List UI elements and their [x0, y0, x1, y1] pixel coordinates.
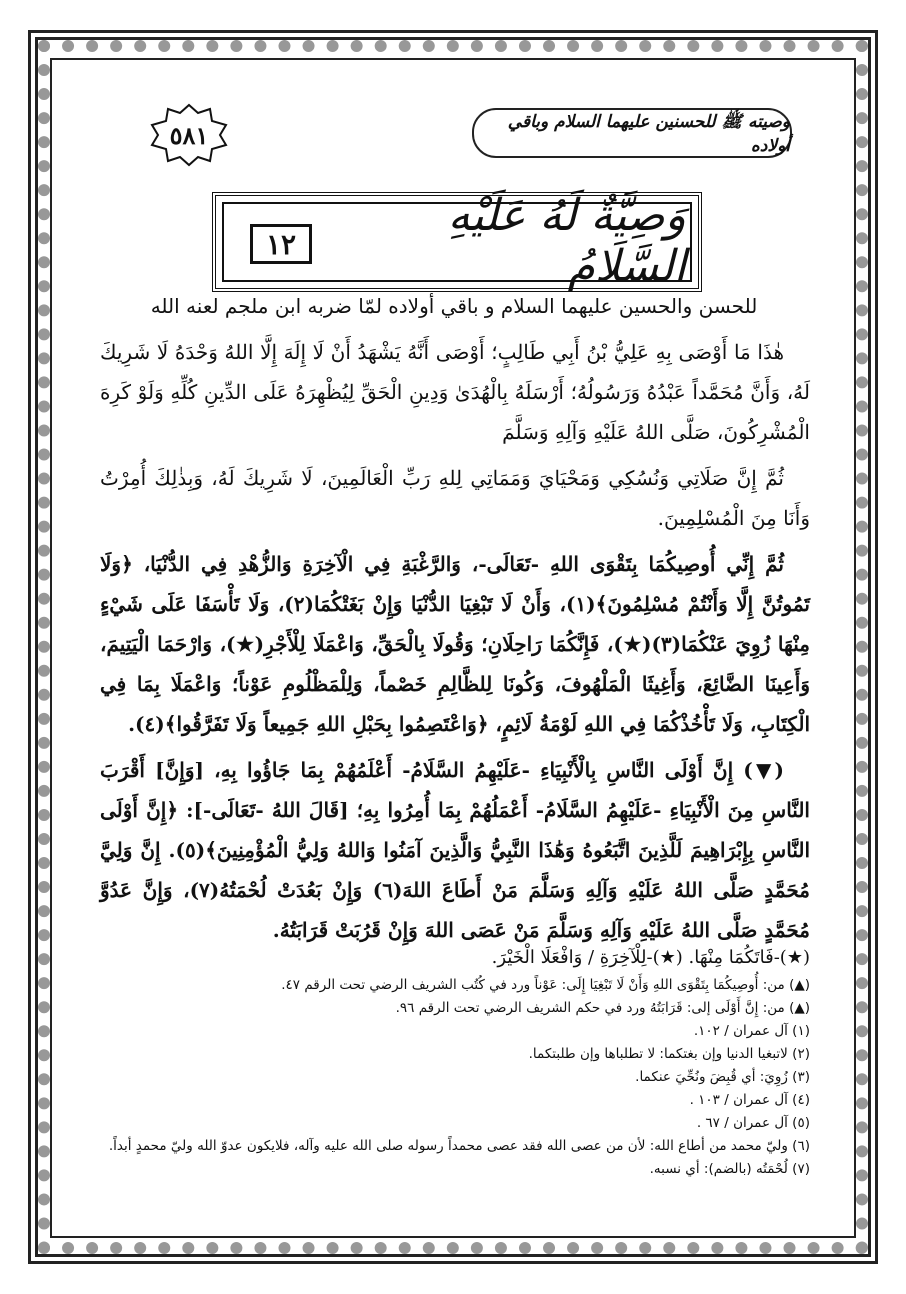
- paragraph: ثُمَّ إِنَّ صَلَاتِي وَنُسُكِي وَمَحْيَايَ وَمَمَاتِي لِلهِ رَبِّ الْعَالَمِينَ، لَا شَرِيكَ لَهُ، وَبِذٰلِكَ أُمِرْتُ وَأَنَا مِنَ الْمُسْلِمِينَ.: [100, 466, 810, 530]
- footnote: (٥) آل عمران / ٦٧ .: [696, 1115, 810, 1131]
- letter-number: ١٢: [250, 224, 312, 264]
- paragraph: ثُمَّ إِنِّي أُوصِيكُمَا بِتَقْوَى اللهِ -تَعَالَى-، وَالرَّغْبَةِ فِي الْآخِرَةِ وَالزُّهْدِ فِي الدُّنْيَا، ﴿وَلَا تَمُوتُنَّ إِلَّا وَأَنْتُمْ مُسْلِمُونَ﴾(١)، وَأَنْ لَا تَبْغِيَا الدُّنْيَا وَإِنْ بَغَتْكُمَا(٢)، وَلَا تَأْسَفَا عَلَى شَيْءٍ مِنْهَا زُوِيَ عَنْكُمَا(٣)(★)، فَإِنَّكُمَا رَاحِلَانِ؛ وَقُولَا بِالْحَقِّ، وَاعْمَلَا لِلْأَجْرِ(★)، وَارْحَمَا الْيَتِيمَ، وَأَعِينَا الضَّائِعَ، وَأَغِيثَا الْمَلْهُوفَ، وَكُونَا لِلظَّالِمِ خَصْماً، وَلِلْمَظْلُومِ عَوْناً؛ وَاعْمَلَا بِمَا فِي الْكِتَابِ، وَلَا تَأْخُذْكُمَا فِي اللهِ لَوْمَةُ لَائِمٍ، ﴿وَاعْتَصِمُوا بِحَبْلِ اللهِ جَمِيعاً وَلَا تَفَرَّقُوا﴾(٤).: [100, 552, 810, 736]
- running-title: وصيته ﷺ للحسنين عليهما السلام وباقي أولاده: [472, 108, 792, 158]
- page-number: ٥٨١: [169, 120, 209, 150]
- letter-title: وَصِيَّةٌ لَهُ عَلَيْهِ السَّلَامُ: [447, 190, 686, 292]
- page-number-badge: [148, 103, 230, 167]
- footnote: (٧) لُحْمَتُه (بالضم): أي نسبه.: [649, 1161, 810, 1177]
- subtitle: للحسن والحسين عليهما السلام و باقي أولاده لمّا ضربه ابن ملجم لعنه الله: [150, 294, 758, 318]
- footnote: (▲) من: إِنَّ أَوْلَى إلى: قَرَابَتُهُ ورد في حكم الشريف الرضي تحت الرقم ٩٦.: [395, 1000, 810, 1016]
- main-text: [100, 332, 810, 956]
- paragraph: (▼) إِنَّ أَوْلَى النَّاسِ بِالْأَنْبِيَاءِ -عَلَيْهِمُ السَّلَامُ- أَعْلَمُهُمْ بِمَا جَاؤُوا بِهِ، [وَإِنَّ] أَقْرَبَ النَّاسِ مِنَ الْأَنْبِيَاءِ -عَلَيْهِمُ السَّلَامُ- أَعْمَلُهُمْ بِمَا أُمِرُوا بِهِ؛ [قَالَ اللهُ -تَعَالَى-]: ﴿إِنَّ أَوْلَى النَّاسِ بِإِبْرَاهِيمَ لَلَّذِينَ اتَّبَعُوهُ وَهَٰذَا النَّبِيُّ وَالَّذِينَ آمَنُوا وَاللهُ وَلِيُّ الْمُؤْمِنِينَ﴾(٥). إِنَّ وَلِيَّ مُحَمَّدٍ صَلَّى اللهُ عَلَيْهِ وَآلِهِ وَسَلَّمَ مَنْ أَطَاعَ اللهَ(٦) وَإِنْ بَعُدَتْ لُحْمَتُهُ(٧)، وَإِنَّ عَدُوَّ مُحَمَّدٍ صَلَّى اللهُ عَلَيْهِ وَآلِهِ وَسَلَّمَ مَنْ عَصَى اللهَ وَإِنْ قَرُبَتْ قَرَابَتُهُ.: [100, 758, 810, 942]
- paragraph: هٰذَا مَا أَوْصَى بِهِ عَلِيُّ بْنُ أَبِي طَالِبٍ؛ أَوْصَى أَنَّهُ يَشْهَدُ أَنْ لَا إِلَهَ إِلَّا اللهُ وَحْدَهُ لَا شَرِيكَ لَهُ، وَأَنَّ مُحَمَّداً عَبْدُهُ وَرَسُولُهُ؛ أَرْسَلَهُ بِالْهُدَىٰ وَدِينِ الْحَقِّ لِيُظْهِرَهُ عَلَى الدِّينِ كُلِّهِ وَلَوْ كَرِهَ الْمُشْرِكُونَ، صَلَّى اللهُ عَلَيْهِ وَآلِهِ وَسَلَّمَ: [100, 340, 810, 444]
- footnote: (٤) آل عمران / ١٠٣ .: [689, 1092, 810, 1108]
- footnote: (٦) وليّ محمد من أطاع الله: لأن من عصى الله فقد عصى محمداً رسوله صلى الله عليه وآله، فلايكون عدوّ الله وليّ محمدٍ أبداً.: [108, 1138, 810, 1154]
- footnotes: [100, 944, 810, 1181]
- footnote-stars: (★)-فَاتَكُمَا مِنْهَا. (★)-لِلْآخِرَةِ / وَافْعَلَا الْخَيْرَ.: [491, 947, 810, 968]
- footnote: (٢) لاتبغيا الدنيا وإن بغتكما: لا تطلباها وإن طلبتكما.: [528, 1046, 810, 1062]
- footnote: (▲) من: أُوصِيكُمَا بِتَقْوَى اللهِ وَأَنْ لَا تَبْغِيَا إِلَى: عَوْناً ورد في كُتُب الشريف الرضي تحت الرقم ٤٧.: [281, 977, 810, 993]
- footnote: (٣) زُوِيَ: أي قُبِضَ ونُحِّيَ عنكما.: [635, 1069, 810, 1085]
- footnote: (١) آل عمران / ١٠٢.: [693, 1023, 810, 1039]
